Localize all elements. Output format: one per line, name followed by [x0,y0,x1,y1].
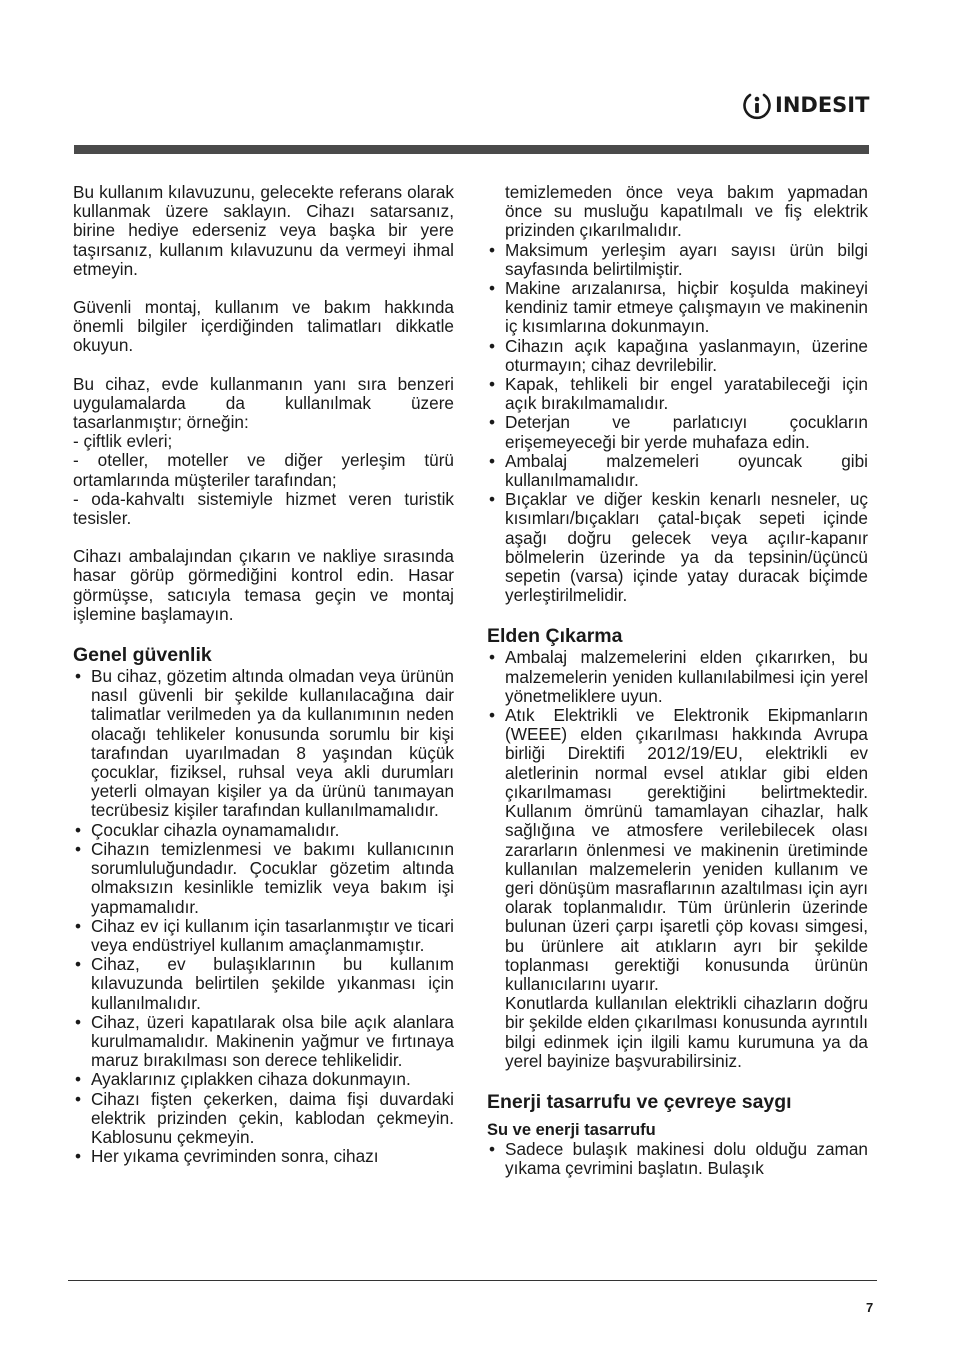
list-item: • Her yıkama çevriminden sonra, cihazı [73,1147,454,1166]
list-item: • Bu cihaz, gözetim altında olmadan veya ürünün nasıl güvenli bir şekilde kullanılacağına dair talimatlar verilmeden ya da kullanımının neden olacağı tehlikeler konusunda sorumlu bir kişi tarafından uyarılmadan 8 yaşından küçük çocuklar, fiziksel, ruhsal veya akli durumları yeterli olmayan kişiler ya da ürünü tanımayan tecrübesiz kişiler tarafından kullanılmamalıdır. [73,667,454,821]
list-item: • Maksimum yerleşim ayarı sayısı ürün bilgi sayfasında belirtilmiştir. [487,241,868,279]
usage-item: - oda-kahvaltı sistemiyle hizmet veren turistik tesisler. [73,488,454,529]
list-item: • Ambalaj malzemeleri oyuncak gibi kullanılmamalıdır. [487,452,868,490]
list-item: • Çocuklar cihazla oynamamalıdır. [73,821,454,840]
section-title-energy: Enerji tasarrufu ve çevreye saygı [487,1090,792,1113]
section-title-general-safety: Genel güvenlik [73,644,212,667]
usage-item: - oteller, moteller ve diğer yerleşim türü ortamlarında müşteriler tarafından; [73,450,454,490]
list-item: • Sadece bulaşık makinesi dolu olduğu zaman yıkama çevrimini başlatın. Bulaşık [487,1140,868,1178]
list-item: • Bıçaklar ve diğer keskin kenarlı nesneler, uç kısımları/bıçakları çatal-bıçak sepeti içinde aşağı doğru gelecek veya açılır-kapanır bölmelerin üzerinde ya da tepsinin/üçüncü sepetin (varsa) içinde yatay duracak biçimde yerleştirilmelidir. [487,490,868,605]
header-bar [74,145,869,154]
section-title-disposal: Elden Çıkarma [487,625,623,648]
usage-list [73,432,454,528]
list-item: • Cihaz, ev bulaşıklarının bu kullanım kılavuzunda belirtilen şekilde yıkanması için kullanılmalıdır. [73,955,454,1013]
list-item: • Cihaz, üzeri kapatılarak olsa bile açık alanlara kurulmamalıdır. Makinenin yağmur ve fırtınaya maruz bırakılması son derece tehlikelidir. [73,1013,454,1071]
list-item: • Cihazın temizlenmesi ve bakımı kullanıcının sorumluluğundadır. Çocuklar gözetim altında olmaksızın kesinlikle temizlik veya bakım işi yapmamalıdır. [73,840,454,917]
list-item: • Atık Elektrikli ve Elektronik Ekipmanların (WEEE) elden çıkarılması hakkında Avrupa birliği Direktifi 2012/19/EU, elektrikli ev aletlerinin normal evsel atıklar gibi elden çıkarılmaması gerektiğini belirtmektedir. Kullanım ömrünü tamamlayan cihazlar, halk sağlığına ve atmosfere verilebilecek olası zararların önlenmesi ve makinenin üretiminde kullanılan malzemelerin yeniden kullanım ve geri dönüşüm masraflarının azaltılması için ayrı olarak toplanmalıdır. Tüm ürünlerin üzerinde bulunan üzeri çarpı işaretli çöp kovası simgesi, bu ürünlere ait atıkların ayrı bir şekilde toplanması gerektiği konusunda ürünün kullanıcılarını uyarır. [487,706,868,994]
usage-item: - çiftlik evleri; [73,431,173,452]
brand-logo [742,90,869,120]
indesit-logo-icon [742,90,772,120]
subsection-title-water-energy: Su ve enerji tasarrufu [487,1120,656,1139]
list-item: • Makine arızalanırsa, hiçbir koşulda makineyi kendiniz tamir etmeye çalışmayın ve makinenin iç kısımlarına dokunmayın. [487,279,868,337]
list-item: • Cihaz ev içi kullanım için tasarlanmıştır ve ticari veya endüstriyel kullanım amaçlanmamıştır. [73,917,454,955]
intro-paragraph: Bu kullanım kılavuzunu, gelecekte referans olarak kullanmak üzere saklayın. Cihazı satarsanız, birine hediye ederseniz veya başka bir yere taşırsanız, kullanım kılavuzunu da vermeyi ihmal etmeyin. [73,182,454,279]
left-column [73,183,454,1166]
unpack-paragraph: Cihazı ambalajından çıkarın ve nakliye sırasında hasar görüp görmediğini kontrol edin. Hasar görmüşse, satıcıyla temasa geçin ve montaj işlemine başlamayın. [73,546,454,624]
brand-name: INDESIT [775,93,870,117]
list-item: • Ayaklarınız çıplakken cihaza dokunmayın. [73,1070,454,1089]
safety-continuation: temizlemeden önce veya bakım yapmadan önce su musluğu kapatılmalı ve fiş elektrik prizinden çıkarılmalıdır. [505,182,868,241]
list-item: • Kapak, tehlikeli bir engel yaratabileceği için açık bırakılmamalıdır. [487,375,868,413]
list-item: • Cihazın açık kapağına yaslanmayın, üzerine oturmayın; cihaz devrilebilir. [487,337,868,375]
page-number: 7 [866,1300,874,1315]
right-column [487,183,868,1178]
footer-rule [68,1280,877,1281]
safety-list [73,667,454,1166]
list-item: • Ambalaj malzemelerini elden çıkarırken, bu malzemelerin yeniden kullanılabilmesi için yerel yönetmeliklere uyun. [487,648,868,706]
safety-list-continued [487,241,868,606]
list-item: • Deterjan ve parlatıcıyı çocukların erişemeyeceği bir yerde muhafaza edin. [487,413,868,451]
list-item: • Cihazı fişten çekerken, daima fişi duvardaki elektrik prizinden çekin, kablodan çekmeyin. Kablosunu çekmeyin. [73,1090,454,1148]
disposal-note: Konutlarda kullanılan elektrikli cihazların doğru bir şekilde elden çıkarılması konusunda ayrıntılı bilgi edinmek için ilgili kamu kurumuna ya da yerel bayinize başvurabilirsiniz. [505,993,868,1071]
usage-paragraph: Bu cihaz, evde kullanmanın yanı sıra benzeri uygulamalarda da kullanılmak üzere tasarlanmıştır; örneğin: [73,373,454,433]
intro-paragraph: Güvenli montaj, kullanım ve bakım hakkında önemli bilgiler içerdiğinden talimatları dikkatle okuyun. [73,297,454,356]
energy-list [487,1140,868,1178]
disposal-list [487,648,868,994]
